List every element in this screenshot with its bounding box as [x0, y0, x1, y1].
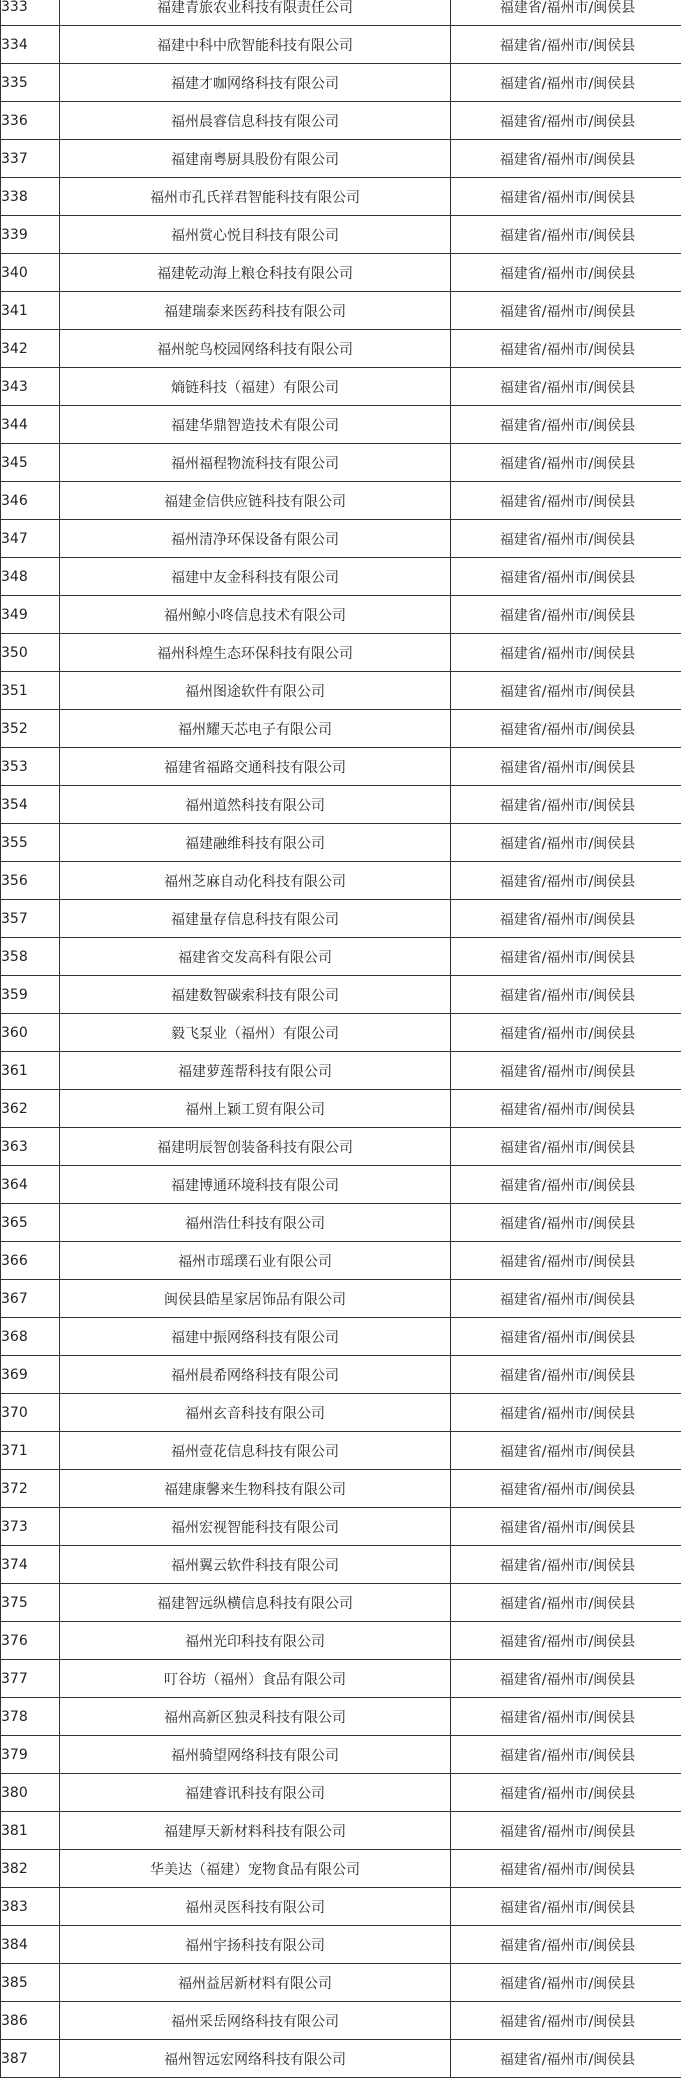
company-name-cell: 福建南粤厨具股份有限公司: [60, 140, 451, 178]
table-row: [1, 1774, 681, 1812]
row-number-cell: 341: [1, 292, 60, 330]
row-number-cell: 352: [1, 710, 60, 748]
row-number-cell: 357: [1, 900, 60, 938]
table-row: [1, 1242, 681, 1280]
table-row: [1, 976, 681, 1014]
table-row: [1, 1850, 681, 1888]
table-row: [1, 1204, 681, 1242]
table-row: [1, 406, 681, 444]
region-cell: 福建省/福州市/闽侯县: [451, 1812, 681, 1850]
company-name-cell: 福州宏视智能科技有限公司: [60, 1508, 451, 1546]
region-cell: 福建省/福州市/闽侯县: [451, 1850, 681, 1888]
table-row: [1, 1432, 681, 1470]
company-name-cell: 福建智远纵横信息科技有限公司: [60, 1584, 451, 1622]
region-cell: 福建省/福州市/闽侯县: [451, 634, 681, 672]
company-name-cell: 福州道然科技有限公司: [60, 786, 451, 824]
company-name-cell: 福州芝麻自动化科技有限公司: [60, 862, 451, 900]
row-number-cell: 348: [1, 558, 60, 596]
row-number-cell: 364: [1, 1166, 60, 1204]
region-cell: 福建省/福州市/闽侯县: [451, 824, 681, 862]
row-number-cell: 355: [1, 824, 60, 862]
company-roster-body: [1, 0, 681, 2078]
row-number-cell: 383: [1, 1888, 60, 1926]
region-cell: 福建省/福州市/闽侯县: [451, 26, 681, 64]
company-name-cell: 福建中友金科科技有限公司: [60, 558, 451, 596]
region-cell: 福建省/福州市/闽侯县: [451, 1128, 681, 1166]
table-row: [1, 1546, 681, 1584]
company-name-cell: 福州市瑶璞石业有限公司: [60, 1242, 451, 1280]
row-number-cell: 350: [1, 634, 60, 672]
row-number-cell: 365: [1, 1204, 60, 1242]
table-row: [1, 748, 681, 786]
region-cell: 福建省/福州市/闽侯县: [451, 1356, 681, 1394]
company-name-cell: 福建乾动海上粮仓科技有限公司: [60, 254, 451, 292]
table-row: [1, 1926, 681, 1964]
table-row: [1, 634, 681, 672]
row-number-cell: 337: [1, 140, 60, 178]
region-cell: 福建省/福州市/闽侯县: [451, 1014, 681, 1052]
row-number-cell: 373: [1, 1508, 60, 1546]
region-cell: 福建省/福州市/闽侯县: [451, 1280, 681, 1318]
row-number-cell: 360: [1, 1014, 60, 1052]
company-name-cell: 福建金信供应链科技有限公司: [60, 482, 451, 520]
table-row: [1, 178, 681, 216]
region-cell: 福建省/福州市/闽侯县: [451, 710, 681, 748]
region-cell: 福建省/福州市/闽侯县: [451, 292, 681, 330]
table-row: [1, 444, 681, 482]
company-name-cell: 福建瑞泰来医药科技有限公司: [60, 292, 451, 330]
company-name-cell: 福建华鼎智造技术有限公司: [60, 406, 451, 444]
region-cell: 福建省/福州市/闽侯县: [451, 520, 681, 558]
region-cell: 福建省/福州市/闽侯县: [451, 178, 681, 216]
row-number-cell: 351: [1, 672, 60, 710]
table-row: [1, 824, 681, 862]
region-cell: 福建省/福州市/闽侯县: [451, 216, 681, 254]
region-cell: 福建省/福州市/闽侯县: [451, 1508, 681, 1546]
region-cell: 福建省/福州市/闽侯县: [451, 596, 681, 634]
row-number-cell: 353: [1, 748, 60, 786]
table-row: [1, 862, 681, 900]
company-name-cell: 毅飞泵业（福州）有限公司: [60, 1014, 451, 1052]
company-name-cell: 福建中科中欣智能科技有限公司: [60, 26, 451, 64]
company-name-cell: 福州上颖工贸有限公司: [60, 1090, 451, 1128]
row-number-cell: 378: [1, 1698, 60, 1736]
row-number-cell: 344: [1, 406, 60, 444]
company-name-cell: 福州晨睿信息科技有限公司: [60, 102, 451, 140]
row-number-cell: 334: [1, 26, 60, 64]
region-cell: 福建省/福州市/闽侯县: [451, 140, 681, 178]
row-number-cell: 347: [1, 520, 60, 558]
region-cell: 福建省/福州市/闽侯县: [451, 1926, 681, 1964]
company-name-cell: 福州翼云软件科技有限公司: [60, 1546, 451, 1584]
company-name-cell: 华美达（福建）宠物食品有限公司: [60, 1850, 451, 1888]
region-cell: 福建省/福州市/闽侯县: [451, 1622, 681, 1660]
company-name-cell: 福建数智碳索科技有限公司: [60, 976, 451, 1014]
table-row: [1, 292, 681, 330]
region-cell: 福建省/福州市/闽侯县: [451, 1432, 681, 1470]
company-name-cell: 福州灵医科技有限公司: [60, 1888, 451, 1926]
region-cell: 福建省/福州市/闽侯县: [451, 1394, 681, 1432]
region-cell: 福建省/福州市/闽侯县: [451, 1660, 681, 1698]
company-name-cell: 福州光印科技有限公司: [60, 1622, 451, 1660]
row-number-cell: 367: [1, 1280, 60, 1318]
row-number-cell: 368: [1, 1318, 60, 1356]
company-name-cell: 熵链科技（福建）有限公司: [60, 368, 451, 406]
table-row: [1, 1622, 681, 1660]
region-cell: 福建省/福州市/闽侯县: [451, 1318, 681, 1356]
row-number-cell: 340: [1, 254, 60, 292]
table-row: [1, 1128, 681, 1166]
company-name-cell: 福州赏心悦目科技有限公司: [60, 216, 451, 254]
row-number-cell: 375: [1, 1584, 60, 1622]
table-row: [1, 1812, 681, 1850]
company-name-cell: 福州市孔氏祥君智能科技有限公司: [60, 178, 451, 216]
company-name-cell: 福建睿讯科技有限公司: [60, 1774, 451, 1812]
region-cell: 福建省/福州市/闽侯县: [451, 1470, 681, 1508]
row-number-cell: 346: [1, 482, 60, 520]
row-number-cell: 349: [1, 596, 60, 634]
region-cell: 福建省/福州市/闽侯县: [451, 2002, 681, 2040]
table-row: [1, 938, 681, 976]
company-name-cell: 福州骑望网络科技有限公司: [60, 1736, 451, 1774]
table-row: [1, 1736, 681, 1774]
row-number-cell: 336: [1, 102, 60, 140]
row-number-cell: 380: [1, 1774, 60, 1812]
company-name-cell: 福州福程物流科技有限公司: [60, 444, 451, 482]
company-name-cell: 福建融维科技有限公司: [60, 824, 451, 862]
table-row: [1, 596, 681, 634]
region-cell: 福建省/福州市/闽侯县: [451, 1698, 681, 1736]
row-number-cell: 342: [1, 330, 60, 368]
region-cell: 福建省/福州市/闽侯县: [451, 406, 681, 444]
region-cell: 福建省/福州市/闽侯县: [451, 1166, 681, 1204]
table-row: [1, 672, 681, 710]
row-number-cell: 386: [1, 2002, 60, 2040]
region-cell: 福建省/福州市/闽侯县: [451, 1584, 681, 1622]
region-cell: 福建省/福州市/闽侯县: [451, 254, 681, 292]
company-name-cell: 福建才咖网络科技有限公司: [60, 64, 451, 102]
company-name-cell: 福州鲸小咚信息技术有限公司: [60, 596, 451, 634]
table-row: [1, 1356, 681, 1394]
region-cell: 福建省/福州市/闽侯县: [451, 900, 681, 938]
table-row: [1, 786, 681, 824]
region-cell: 福建省/福州市/闽侯县: [451, 330, 681, 368]
company-name-cell: 福州图途软件有限公司: [60, 672, 451, 710]
row-number-cell: 366: [1, 1242, 60, 1280]
table-row: [1, 1052, 681, 1090]
region-cell: 福建省/福州市/闽侯县: [451, 558, 681, 596]
table-row: [1, 1090, 681, 1128]
company-name-cell: 福州智远宏网络科技有限公司: [60, 2040, 451, 2078]
region-cell: 福建省/福州市/闽侯县: [451, 1736, 681, 1774]
row-number-cell: 356: [1, 862, 60, 900]
row-number-cell: 362: [1, 1090, 60, 1128]
table-row: [1, 102, 681, 140]
row-number-cell: 379: [1, 1736, 60, 1774]
row-number-cell: 333: [1, 0, 60, 26]
table-row: [1, 216, 681, 254]
company-name-cell: 福州玄音科技有限公司: [60, 1394, 451, 1432]
row-number-cell: 363: [1, 1128, 60, 1166]
row-number-cell: 385: [1, 1964, 60, 2002]
row-number-cell: 374: [1, 1546, 60, 1584]
region-cell: 福建省/福州市/闽侯县: [451, 1052, 681, 1090]
company-name-cell: 福建中振网络科技有限公司: [60, 1318, 451, 1356]
table-row: [1, 2040, 681, 2078]
table-row: [1, 1470, 681, 1508]
row-number-cell: 343: [1, 368, 60, 406]
company-name-cell: 福州晨希网络科技有限公司: [60, 1356, 451, 1394]
table-row: [1, 330, 681, 368]
table-row: [1, 710, 681, 748]
company-name-cell: 福州壹花信息科技有限公司: [60, 1432, 451, 1470]
region-cell: 福建省/福州市/闽侯县: [451, 748, 681, 786]
region-cell: 福建省/福州市/闽侯县: [451, 444, 681, 482]
company-name-cell: 福建量存信息科技有限公司: [60, 900, 451, 938]
row-number-cell: 370: [1, 1394, 60, 1432]
company-name-cell: 福建萝莲帮科技有限公司: [60, 1052, 451, 1090]
company-name-cell: 福州高新区独灵科技有限公司: [60, 1698, 451, 1736]
company-name-cell: 福建青旅农业科技有限责任公司: [60, 0, 451, 26]
region-cell: 福建省/福州市/闽侯县: [451, 976, 681, 1014]
table-row: [1, 1280, 681, 1318]
row-number-cell: 358: [1, 938, 60, 976]
region-cell: 福建省/福州市/闽侯县: [451, 0, 681, 26]
table-row: [1, 0, 681, 26]
region-cell: 福建省/福州市/闽侯县: [451, 862, 681, 900]
region-cell: 福建省/福州市/闽侯县: [451, 1964, 681, 2002]
region-cell: 福建省/福州市/闽侯县: [451, 102, 681, 140]
row-number-cell: 384: [1, 1926, 60, 1964]
row-number-cell: 377: [1, 1660, 60, 1698]
table-row: [1, 482, 681, 520]
region-cell: 福建省/福州市/闽侯县: [451, 1546, 681, 1584]
company-name-cell: 福州浩仕科技有限公司: [60, 1204, 451, 1242]
company-name-cell: 闽侯县皓星家居饰品有限公司: [60, 1280, 451, 1318]
row-number-cell: 376: [1, 1622, 60, 1660]
region-cell: 福建省/福州市/闽侯县: [451, 1090, 681, 1128]
row-number-cell: 372: [1, 1470, 60, 1508]
table-row: [1, 26, 681, 64]
table-row: [1, 140, 681, 178]
row-number-cell: 369: [1, 1356, 60, 1394]
table-row: [1, 1508, 681, 1546]
company-name-cell: 福州益居新材料有限公司: [60, 1964, 451, 2002]
row-number-cell: 338: [1, 178, 60, 216]
company-name-cell: 叮谷坊（福州）食品有限公司: [60, 1660, 451, 1698]
region-cell: 福建省/福州市/闽侯县: [451, 482, 681, 520]
table-row: [1, 1584, 681, 1622]
region-cell: 福建省/福州市/闽侯县: [451, 1242, 681, 1280]
row-number-cell: 382: [1, 1850, 60, 1888]
company-name-cell: 福州耀天芯电子有限公司: [60, 710, 451, 748]
row-number-cell: 371: [1, 1432, 60, 1470]
table-row: [1, 1166, 681, 1204]
region-cell: 福建省/福州市/闽侯县: [451, 64, 681, 102]
table-row: [1, 1318, 681, 1356]
company-name-cell: 福建康馨来生物科技有限公司: [60, 1470, 451, 1508]
company-name-cell: 福州鸵鸟校园网络科技有限公司: [60, 330, 451, 368]
table-row: [1, 1964, 681, 2002]
table-row: [1, 1698, 681, 1736]
row-number-cell: 354: [1, 786, 60, 824]
table-row: [1, 1888, 681, 1926]
region-cell: 福建省/福州市/闽侯县: [451, 786, 681, 824]
table-row: [1, 368, 681, 406]
table-row: [1, 1014, 681, 1052]
region-cell: 福建省/福州市/闽侯县: [451, 1774, 681, 1812]
company-name-cell: 福建省福路交通科技有限公司: [60, 748, 451, 786]
row-number-cell: 345: [1, 444, 60, 482]
region-cell: 福建省/福州市/闽侯县: [451, 1204, 681, 1242]
company-name-cell: 福建明辰智创装备科技有限公司: [60, 1128, 451, 1166]
table-row: [1, 1660, 681, 1698]
table-row: [1, 2002, 681, 2040]
table-row: [1, 900, 681, 938]
table-row: [1, 254, 681, 292]
table-row: [1, 520, 681, 558]
table-row: [1, 558, 681, 596]
row-number-cell: 359: [1, 976, 60, 1014]
company-name-cell: 福建省交发高科有限公司: [60, 938, 451, 976]
company-name-cell: 福州宇扬科技有限公司: [60, 1926, 451, 1964]
table-row: [1, 64, 681, 102]
region-cell: 福建省/福州市/闽侯县: [451, 938, 681, 976]
region-cell: 福建省/福州市/闽侯县: [451, 2040, 681, 2078]
row-number-cell: 335: [1, 64, 60, 102]
region-cell: 福建省/福州市/闽侯县: [451, 1888, 681, 1926]
row-number-cell: 381: [1, 1812, 60, 1850]
company-name-cell: 福州采岳网络科技有限公司: [60, 2002, 451, 2040]
company-name-cell: 福州科煌生态环保科技有限公司: [60, 634, 451, 672]
region-cell: 福建省/福州市/闽侯县: [451, 672, 681, 710]
row-number-cell: 361: [1, 1052, 60, 1090]
region-cell: 福建省/福州市/闽侯县: [451, 368, 681, 406]
company-name-cell: 福建博通环境科技有限公司: [60, 1166, 451, 1204]
row-number-cell: 339: [1, 216, 60, 254]
table-row: [1, 1394, 681, 1432]
company-name-cell: 福州清净环保设备有限公司: [60, 520, 451, 558]
row-number-cell: 387: [1, 2040, 60, 2078]
company-name-cell: 福建厚天新材料科技有限公司: [60, 1812, 451, 1850]
